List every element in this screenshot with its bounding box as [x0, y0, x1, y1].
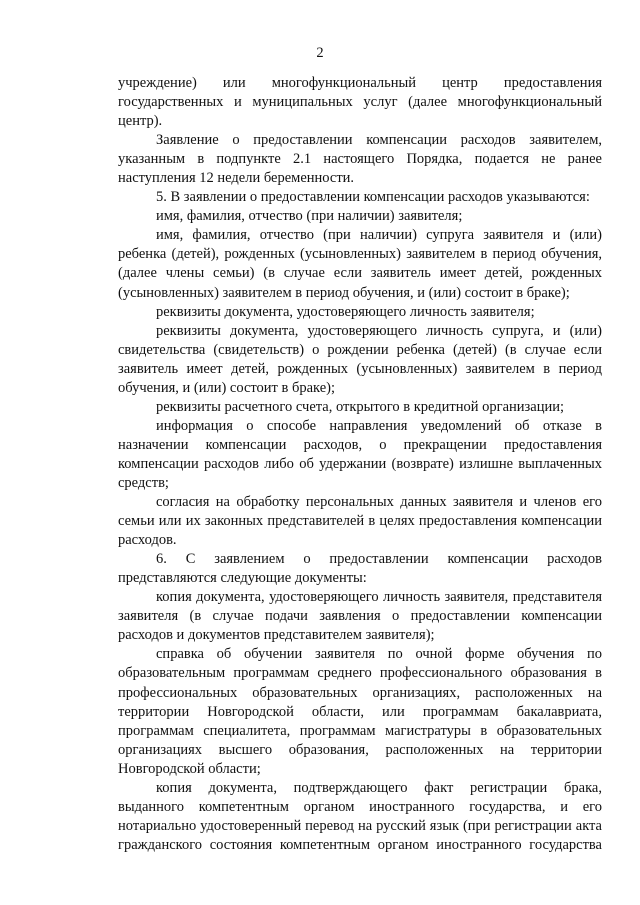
paragraph: имя, фамилия, отчество (при наличии) заявителя;	[156, 208, 463, 225]
paragraph: справка об обучении заявителя по очной форме обучения по образовательным программам среднего профессионального образования в профессиональных образовательных организациях, расположенных на территории Новгородской области, или программам бакалавриата, программам специалитета, программам магистратуры в образовательных организациях высшего образования, расположенных на территории Новгородской области;	[118, 646, 602, 777]
paragraph: информация о способе направления уведомлений об отказе в назначении компенсации расходов, о прекращении предоставления компенсации расходов либо об удержании (возврате) излишне выплаченных средств;	[118, 417, 602, 491]
paragraph: согласия на обработку персональных данных заявителя и членов его семьи или их законных представителей в целях предоставления компенсации расходов.	[118, 494, 602, 549]
paragraph: имя, фамилия, отчество (при наличии) супруга заявителя и (или) ребенка (детей), рожденных (усыновленных) заявителем в период обучения, (далее члены семьи) (в случае если заявитель имеет детей, рожденных (усыновленных) заявителем в период обучения, и (или) состоит в браке);	[118, 227, 602, 301]
paragraph: учреждение) или многофункциональный центр предоставления государственных и муниципальных услуг (далее многофункциональный центр).	[118, 75, 602, 130]
paragraph: копия документа, подтверждающего факт регистрации брака, выданного компетентным органом иностранного государства, и его нотариально удостоверенный перевод на русский язык (при регистрации акта гражданского состояния компетентным органом иностранного государства	[118, 779, 602, 853]
paragraph: 6. С заявлением о предоставлении компенсации расходов представляются следующие документы:	[118, 551, 602, 587]
paragraph: Заявление о предоставлении компенсации расходов заявителем, указанным в подпункте 2.1 настоящего Порядка, подается не ранее наступления 12 недели беременности.	[118, 132, 602, 187]
document-body	[118, 74, 602, 855]
page-number: 2	[316, 45, 324, 61]
paragraph: реквизиты расчетного счета, открытого в кредитной организации;	[156, 398, 565, 415]
paragraph: реквизиты документа, удостоверяющего личность супруга, и (или) свидетельства (свидетельств) о рождении ребенка (детей) (в случае если заявитель имеет детей, рожденных (усыновленных) заявителем в период обучения, и (или) состоит в браке);	[118, 322, 602, 396]
paragraph: 5. В заявлении о предоставлении компенсации расходов указываются:	[156, 189, 590, 206]
paragraph: реквизиты документа, удостоверяющего личность заявителя;	[156, 303, 535, 320]
paragraph: копия документа, удостоверяющего личность заявителя, представителя заявителя (в случае подачи заявления о предоставлении компенсации расходов и документов представителем заявителя);	[118, 589, 602, 644]
